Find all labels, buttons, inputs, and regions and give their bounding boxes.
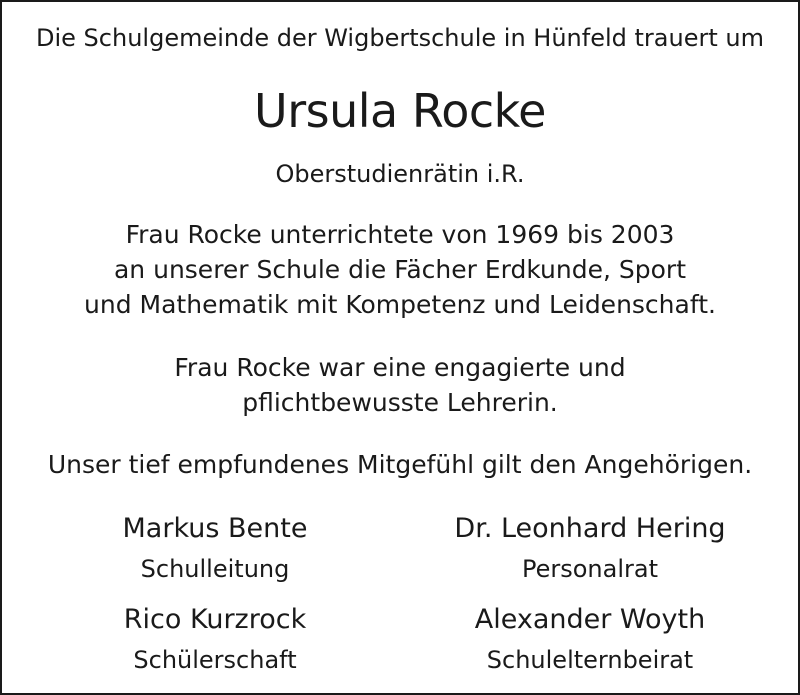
- signatory-block: [390, 515, 790, 581]
- signatory-role: Schulleitung: [140, 555, 290, 583]
- deceased-name: Ursula Rocke: [254, 84, 546, 138]
- signatory-role: Schulelternbeirat: [486, 646, 694, 674]
- paragraph-2-line-1: Frau Rocke war eine engagierte und: [174, 353, 626, 382]
- paragraph-1-line-2: an unserer Schule die Fächer Erdkunde, Sport: [113, 255, 687, 284]
- signatory-block: [15, 515, 415, 581]
- signatory-name: Rico Kurzrock: [123, 604, 307, 635]
- signatory-name: Alexander Woyth: [474, 604, 706, 635]
- deceased-title: Oberstudienrätin i.R.: [275, 160, 525, 188]
- signatory-block: [390, 606, 790, 672]
- paragraph-1-line-1: Frau Rocke unterrichtete von 1969 bis 2003: [125, 220, 675, 249]
- intro-text: Die Schulgemeinde der Wigbertschule in Hünfeld trauert um: [36, 24, 764, 52]
- paragraph-1-line-3: und Mathematik mit Kompetenz und Leidenschaft.: [84, 290, 716, 319]
- signatory-role: Schülerschaft: [133, 646, 297, 674]
- condolence-text: Unser tief empfundenes Mitgefühl gilt den Angehörigen.: [47, 450, 753, 479]
- paragraph-2-line-2: pflichtbewusste Lehrerin.: [242, 388, 558, 417]
- signatory-role: Personalrat: [521, 555, 658, 583]
- signatory-name: Dr. Leonhard Hering: [454, 513, 726, 544]
- signatory-name: Markus Bente: [122, 513, 308, 544]
- signatory-block: [15, 606, 415, 672]
